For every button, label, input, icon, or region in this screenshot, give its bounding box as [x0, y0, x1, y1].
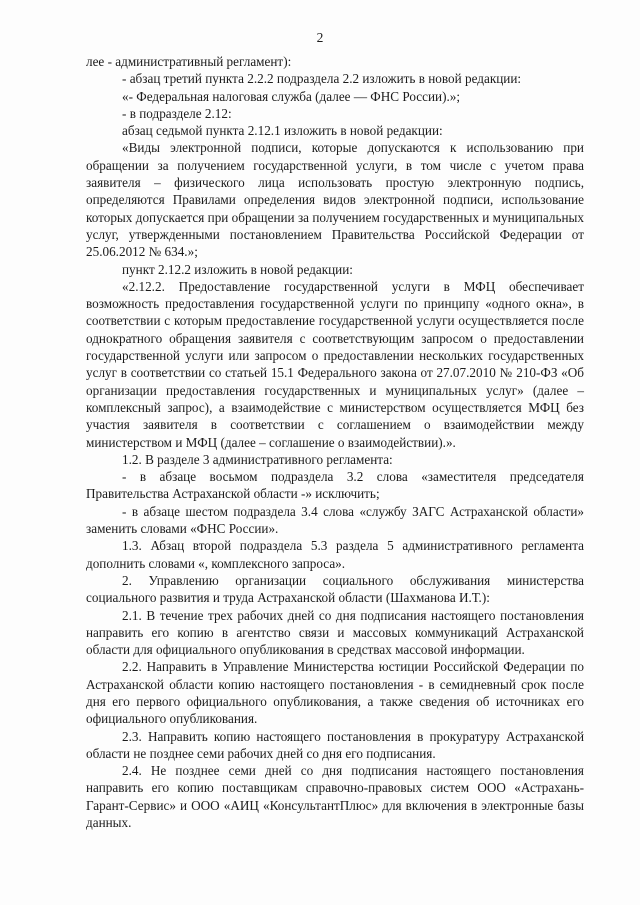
paragraph: - абзац третий пункта 2.2.2 подраздела 2.2 изложить в новой редакции:: [122, 71, 522, 87]
paragraph: - в подразделе 2.12:: [122, 105, 232, 121]
paragraph: 2.1. В течение трех рабочих дней со дня подписания настоящего постановления направить его копию в агентство связи и массовых коммуникаций Астраханской области для официального опубликования в средствах массовой информации.: [86, 607, 584, 658]
paragraph: абзац седьмой пункта 2.12.1 изложить в новой редакции:: [122, 123, 443, 139]
paragraph: «2.12.2. Предоставление государственной услуги в МФЦ обеспечивает возможность предоставления государственной услуги по принципу «одного окна», в соответствии с которым предоставление государственной услуги осуществляется после однократного обращения заявителя с соответствующим запросом о предоставлении государственной услуги или запросом о предоставлении нескольких государственных услуг в соответствии со статьей 15.1 Федерального закона от 27.07.2010 № 210-ФЗ «Об организации предоставления государственных и муниципальных услуг» (далее – комплексный запрос), а взаимодействие с министерством осуществляется МФЦ без участия заявителя в соответствии с соглашением о взаимодействии между министерством и МФЦ (далее – соглашение о взаимодействии).».: [86, 278, 584, 450]
page-number: 2: [316, 30, 324, 45]
paragraph: лее - административный регламент):: [86, 54, 292, 69]
paragraph: 1.2. В разделе 3 административного регламента:: [122, 451, 393, 467]
document-body: [86, 53, 584, 831]
paragraph: 2. Управлению организации социального обслуживания министерства социального развития и труда Астраханской области (Шахманова И.Т.):: [86, 572, 584, 606]
paragraph: 2.4. Не позднее семи дней со дня подписания настоящего постановления направить его копию поставщикам справочно-правовых систем ООО «Астрахань-Гарант-Сервис» и ООО «АИЦ «КонсультантПлюс» для включения в электронные базы данных.: [86, 763, 584, 831]
paragraph: - в абзаце шестом подраздела 3.4 слова «службу ЗАГС Астраханской области» заменить словами «ФНС России».: [86, 503, 584, 537]
paragraph: 2.2. Направить в Управление Министерства юстиции Российской Федерации по Астраханской области копию настоящего постановления - в семидневный срок после дня его первого официального опубликования, а также сведения об источниках его официального опубликования.: [86, 659, 584, 727]
paragraph: 2.3. Направить копию настоящего постановления в прокуратуру Астраханской области не позднее семи рабочих дней со дня его подписания.: [86, 728, 584, 761]
paragraph: «Виды электронной подписи, которые допускаются к использованию при обращении за получением государственной услуги, в том числе с учетом права заявителя – физического лица использовать простую электронную подпись, определяются Правилами определения видов электронной подписи, использование которых допускается при обращении за получением государственных и муниципальных услуг, утвержденными постановлением Правительства Российской Федерации от 25.06.2012 № 634.»;: [86, 140, 584, 260]
paragraph: 1.3. Абзац второй подраздела 5.3 раздела 5 административного регламента дополнить словами «, комплексного запроса».: [86, 538, 584, 571]
paragraph: пункт 2.12.2 изложить в новой редакции:: [122, 261, 353, 277]
paragraph: «- Федеральная налоговая служба (далее — ФНС России).»;: [122, 88, 461, 104]
paragraph: - в абзаце восьмом подраздела 3.2 слова «заместителя председателя Правительства Астраханской области -» исключить;: [86, 469, 584, 502]
